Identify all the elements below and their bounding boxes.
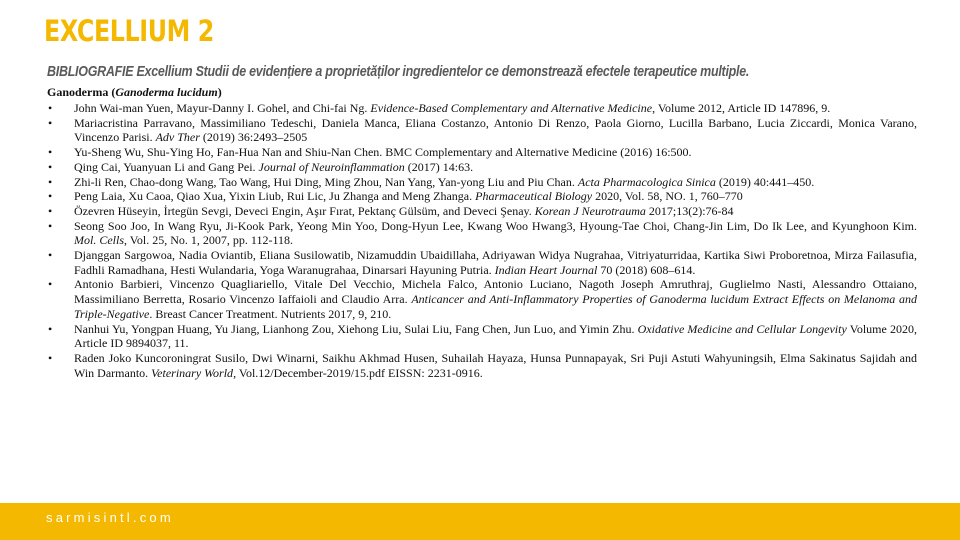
reference-source: Pharmaceutical Biology [475, 189, 593, 204]
reference-details: (2017) 14:63. [404, 159, 474, 174]
reference-item [47, 219, 917, 248]
section-heading [47, 85, 222, 100]
reference-source: Korean J Neurotrauma [534, 203, 646, 218]
reference-authors: Nanhui Yu, Yongpan Huang, Yu Jiang, Lianhong Zou, Xiehong Liu, Sulai Liu, Fang Chen, Jun Luo, and Yimin Zhu. [74, 321, 638, 336]
footer-website: sarmisintl.com [46, 510, 174, 525]
reference-source: Indian Heart Journal [494, 262, 598, 277]
reference-item [47, 351, 917, 380]
reference-details: . Breast Cancer Treatment. Nutrients 2017, 9, 210. [149, 306, 392, 321]
reference-item [47, 322, 917, 351]
reference-item [47, 248, 917, 277]
reference-authors: Djanggan Sargowoa, Nadia Oviantib, Eliana Susilowatib, Nizamuddin Ubaidillaha, Adriyawan Widya Nugrahaa, Vitriyaturridaa, Kartika Siwi Proboretnoa, Mirza Failasufia, Fadhli Ramadhana, Hesti Wulandaria, Yoga Waranugrahaa, Dinarsari Hayuning Putria. [74, 248, 917, 277]
reference-source: Adv Ther [155, 130, 200, 145]
reference-item [47, 101, 917, 116]
reference-details: , Vol.12/December-2019/15.pdf EISSN: 2231-0916. [233, 365, 483, 380]
reference-authors: Seong Soo Joo, In Wang Ryu, Ji-Kook Park, Yeong Min Yoo, Dong-Hyun Lee, Kwang Woo Hwang3, Hyoung-Tae Choi, Chang-Jin Lim, Do Ik Lee, and Kyunghoon Kim. [74, 218, 917, 233]
section-heading-latin: Ganoderma lucidum [115, 85, 218, 99]
reference-source: Veterinary World [151, 365, 234, 380]
reference-source: Oxidative Medicine and Cellular Longevity [637, 321, 847, 336]
reference-authors: Yu-Sheng Wu, Shu-Ying Ho, Fan-Hua Nan and Shiu-Nan Chen. BMC Complementary and Alternative Medicine (2016) 16:500. [74, 145, 692, 160]
reference-details: 2020, Vol. 58, NO. 1, 760–770 [592, 189, 743, 204]
reference-details: , Vol. 25, No. 1, 2007, pp. 112-118. [124, 233, 294, 248]
reference-item [47, 145, 917, 160]
section-heading-main: Ganoderma ( [47, 85, 116, 99]
reference-source: Acta Pharmacologica Sinica [577, 174, 716, 189]
reference-authors: Mariacristina Parravano, Massimiliano Tedeschi, Daniela Manca, Eliana Costanzo, Antonio Di Renzo, Paola Giorno, Lucilla Barbano, Lucia Ziccardi, Monica Varano, Vincenzo Parisi. [74, 115, 917, 145]
reference-source: Journal of Neuroinflammation [258, 159, 405, 174]
reference-source: Mol. Cells [74, 233, 124, 248]
reference-details: 2017;13(2):76-84 [645, 203, 734, 218]
reference-authors: Antonio Barbieri, Vincenzo Quagliariello, Vitale Del Vecchio, Michela Falco, Antonio Luciano, Nagoth Joseph Amruthraj, Guglielmo Nasti, Alessandro Ottaiano, Massimiliano Berretta, Rosario Vincenzo Iaffaioli and Claudio Arra. [74, 277, 917, 307]
reference-source: Evidence-Based Complementary and Alternative Medicine [370, 101, 653, 115]
reference-authors: Özevren Hüseyin, İrtegün Sevgi, Deveci Engin, Aşır Fırat, Pektanç Gülsüm, and Deveci Şenay. [74, 203, 535, 218]
reference-authors: Qing Cai, Yuanyuan Li and Gang Pei. [74, 159, 259, 174]
reference-authors: Raden Joko Kuncoroningrat Susilo, Dwi Winarni, Saikhu Akhmad Husen, Suhailah Hayaza, Hunsa Punnapayak, Sri Puji Astuti Wahyuningsih, Elma Sakinatus Sajidah and Win Darmanto. [74, 350, 917, 380]
reference-item [47, 277, 917, 321]
page-subtitle: BIBLIOGRAFIE Excellium Studii de evidențiere a proprietăților ingredientelor ce demonstrează efectele terapeutice multiple. [47, 64, 750, 80]
reference-details: , Volume 2012, Article ID 147896, 9. [652, 101, 831, 115]
page-title: EXCELLIUM 2 [44, 14, 214, 48]
reference-authors: John Wai-man Yuen, Mayur-Danny I. Gohel, and Chi-fai Ng. [74, 101, 371, 115]
reference-list [47, 101, 917, 380]
reference-details: 70 (2018) 608–614. [597, 262, 696, 277]
reference-item [47, 189, 917, 204]
reference-details: (2019) 40:441–450. [715, 174, 815, 189]
reference-details: (2019) 36:2493–2505 [199, 130, 308, 145]
reference-authors: Peng Laia, Xu Caoa, Qiao Xua, Yixin Liub, Rui Lic, Ju Zhanga and Meng Zhanga. [74, 189, 476, 204]
reference-item [47, 116, 917, 145]
reference-item [47, 204, 917, 219]
reference-authors: Zhi-li Ren, Chao-dong Wang, Tao Wang, Hui Ding, Ming Zhou, Nan Yang, Yan-yong Liu and Piu Chan. [74, 174, 578, 189]
footer-bar [0, 503, 960, 540]
reference-item [47, 175, 917, 190]
section-heading-close: ) [217, 85, 222, 99]
reference-item [47, 160, 917, 175]
reference-source: Anticancer and Anti-Inflammatory Properties of Ganoderma lucidum Extract Effects on Melanoma and Triple-Negative [74, 292, 917, 321]
reference-details: Volume 2020, Article ID 9894037, 11. [74, 321, 917, 351]
